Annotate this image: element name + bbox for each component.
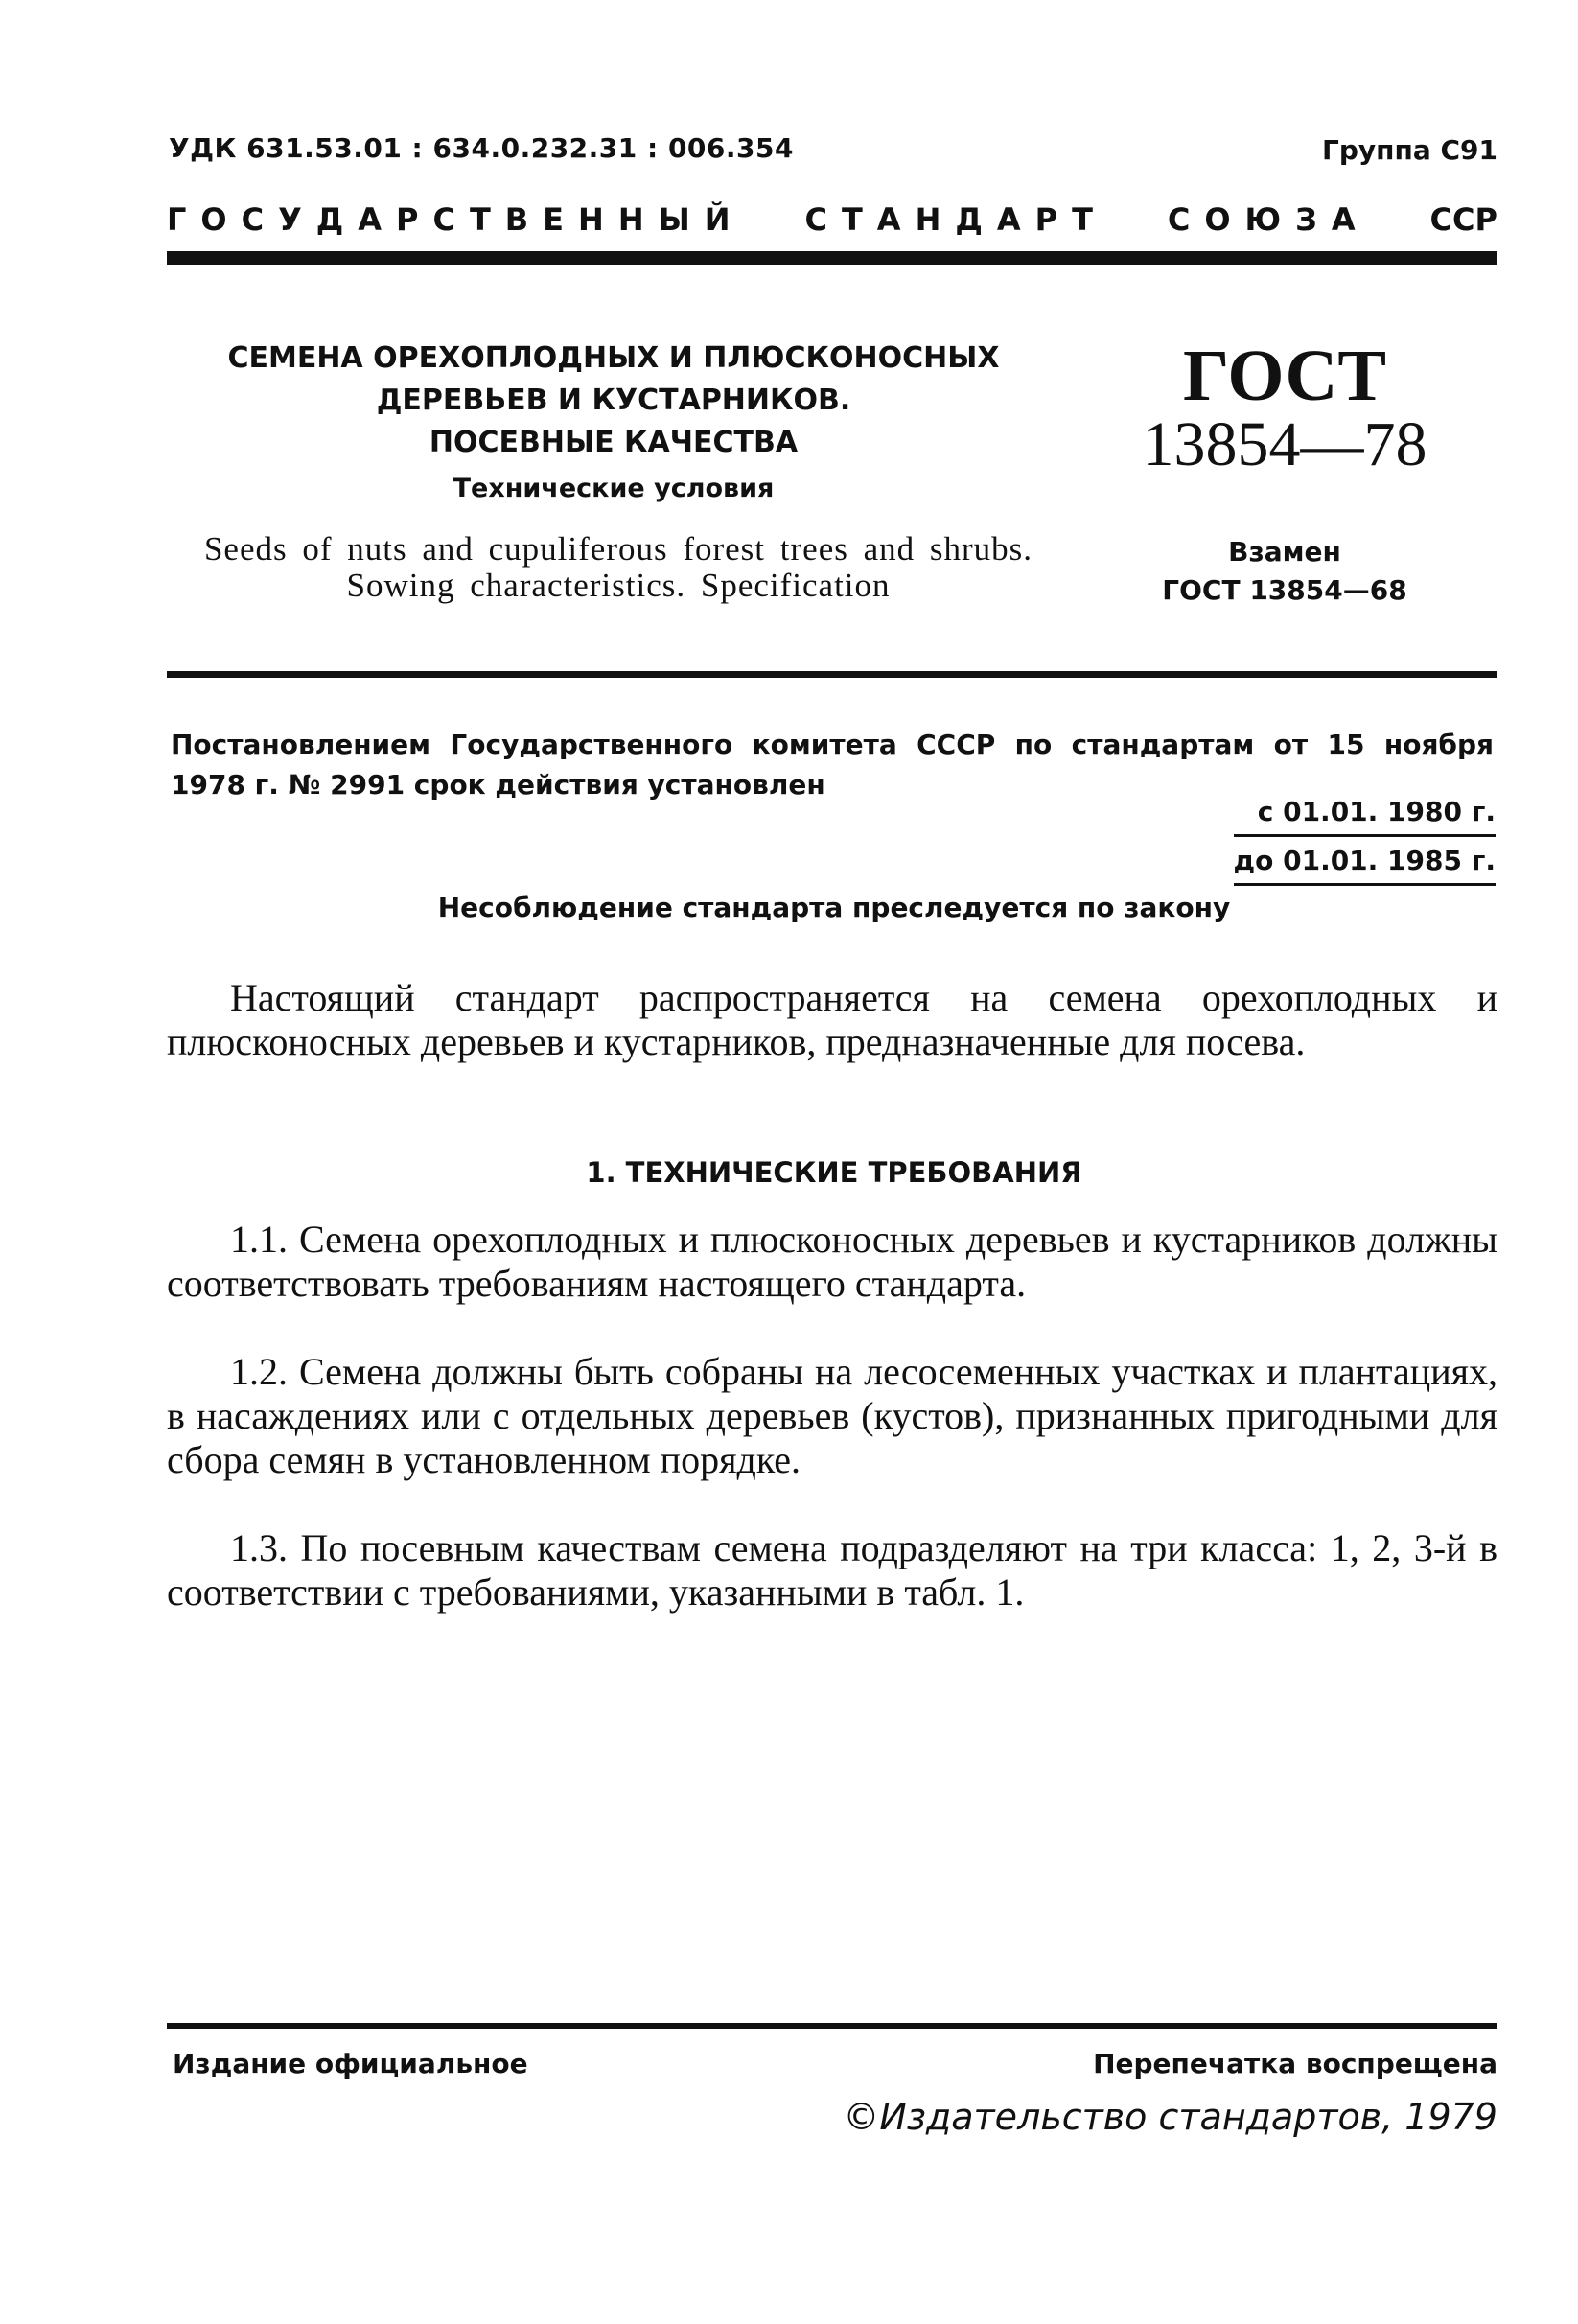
gost-number: 13854—78 — [1142, 409, 1427, 479]
reprint-notice: Перепечатка воспрещена — [1093, 2048, 1497, 2080]
banner-word: СТАНДАРТ — [804, 201, 1107, 238]
english-title-line: Seeds of nuts and cupuliferous forest trees and shrubs. — [203, 530, 1033, 568]
title-line: ДЕРЕВЬЕВ И КУСТАРНИКОВ. — [376, 383, 851, 417]
replaces-value: ГОСТ 13854—68 — [1162, 574, 1407, 606]
clause-1-3: 1.3. По посевным качествам семена подразделяют на три класса: 1, 2, 3-й в соответствии с требованиями, указанными в табл. 1. — [167, 1526, 1497, 1614]
section-rule — [167, 671, 1497, 678]
footer-rule — [167, 2023, 1497, 2029]
clause-1-2: 1.2. Семена должны быть собраны на лесосеменных участках и плантациях, в насаждениях или с отдельных деревьев (кустов), признанных пригодными для сбора семян в установленном порядке. — [167, 1350, 1497, 1481]
replaces-block — [1131, 533, 1438, 610]
english-title — [144, 531, 1093, 604]
banner-word: СОЮЗА — [1167, 201, 1370, 238]
header-rule — [167, 251, 1497, 265]
validity-dates — [1234, 792, 1497, 886]
decree-line-1: Постановлением Государственного комитета СССР по стандартам от 15 ноября — [171, 729, 1494, 760]
banner-word: ССР — [1429, 201, 1497, 238]
english-title-line: Sowing characteristics. Specification — [346, 567, 891, 604]
title-line: СЕМЕНА ОРЕХОПЛОДНЫХ И ПЛЮСКОНОСНЫХ — [227, 341, 1000, 375]
clause-1-1: 1.1. Семена орехоплодных и плюсконосных деревьев и кустарников должны соответствовать требованиям настоящего стандарта. — [167, 1218, 1497, 1305]
law-notice: Несоблюдение стандарта преследуется по закону — [437, 892, 1231, 923]
document-title — [173, 337, 1055, 464]
udk-code: УДК 631.53.01 : 634.0.232.31 : 006.354 — [169, 132, 794, 164]
intro-paragraph: Настоящий стандарт распространяется на семена орехоплодных и плюсконосных деревьев и кустарников, предназначенные для посева. — [167, 976, 1497, 1063]
state-standard-banner — [167, 201, 1497, 238]
section-heading: 1. ТЕХНИЧЕСКИЕ ТРЕБОВАНИЯ — [586, 1156, 1082, 1189]
edition-label: Издание официальное — [173, 2048, 528, 2080]
title-line: ПОСЕВНЫЕ КАЧЕСТВА — [429, 426, 799, 459]
gost-label: ГОСТ — [1182, 336, 1387, 416]
copyright: ©Издательство стандартов, 1979 — [843, 2096, 1497, 2138]
replaces-label: Взамен — [1228, 536, 1341, 568]
date-to: до 01.01. 1985 г. — [1234, 841, 1497, 886]
decree-line-2: 1978 г. № 2991 срок действия установлен — [171, 769, 825, 801]
document-subtitle: Технические условия — [453, 474, 775, 503]
date-from: с 01.01. 1980 г. — [1234, 792, 1497, 837]
banner-word: ГОСУДАРСТВЕННЫЙ — [167, 201, 745, 238]
group-code: Группа С91 — [1322, 134, 1497, 166]
